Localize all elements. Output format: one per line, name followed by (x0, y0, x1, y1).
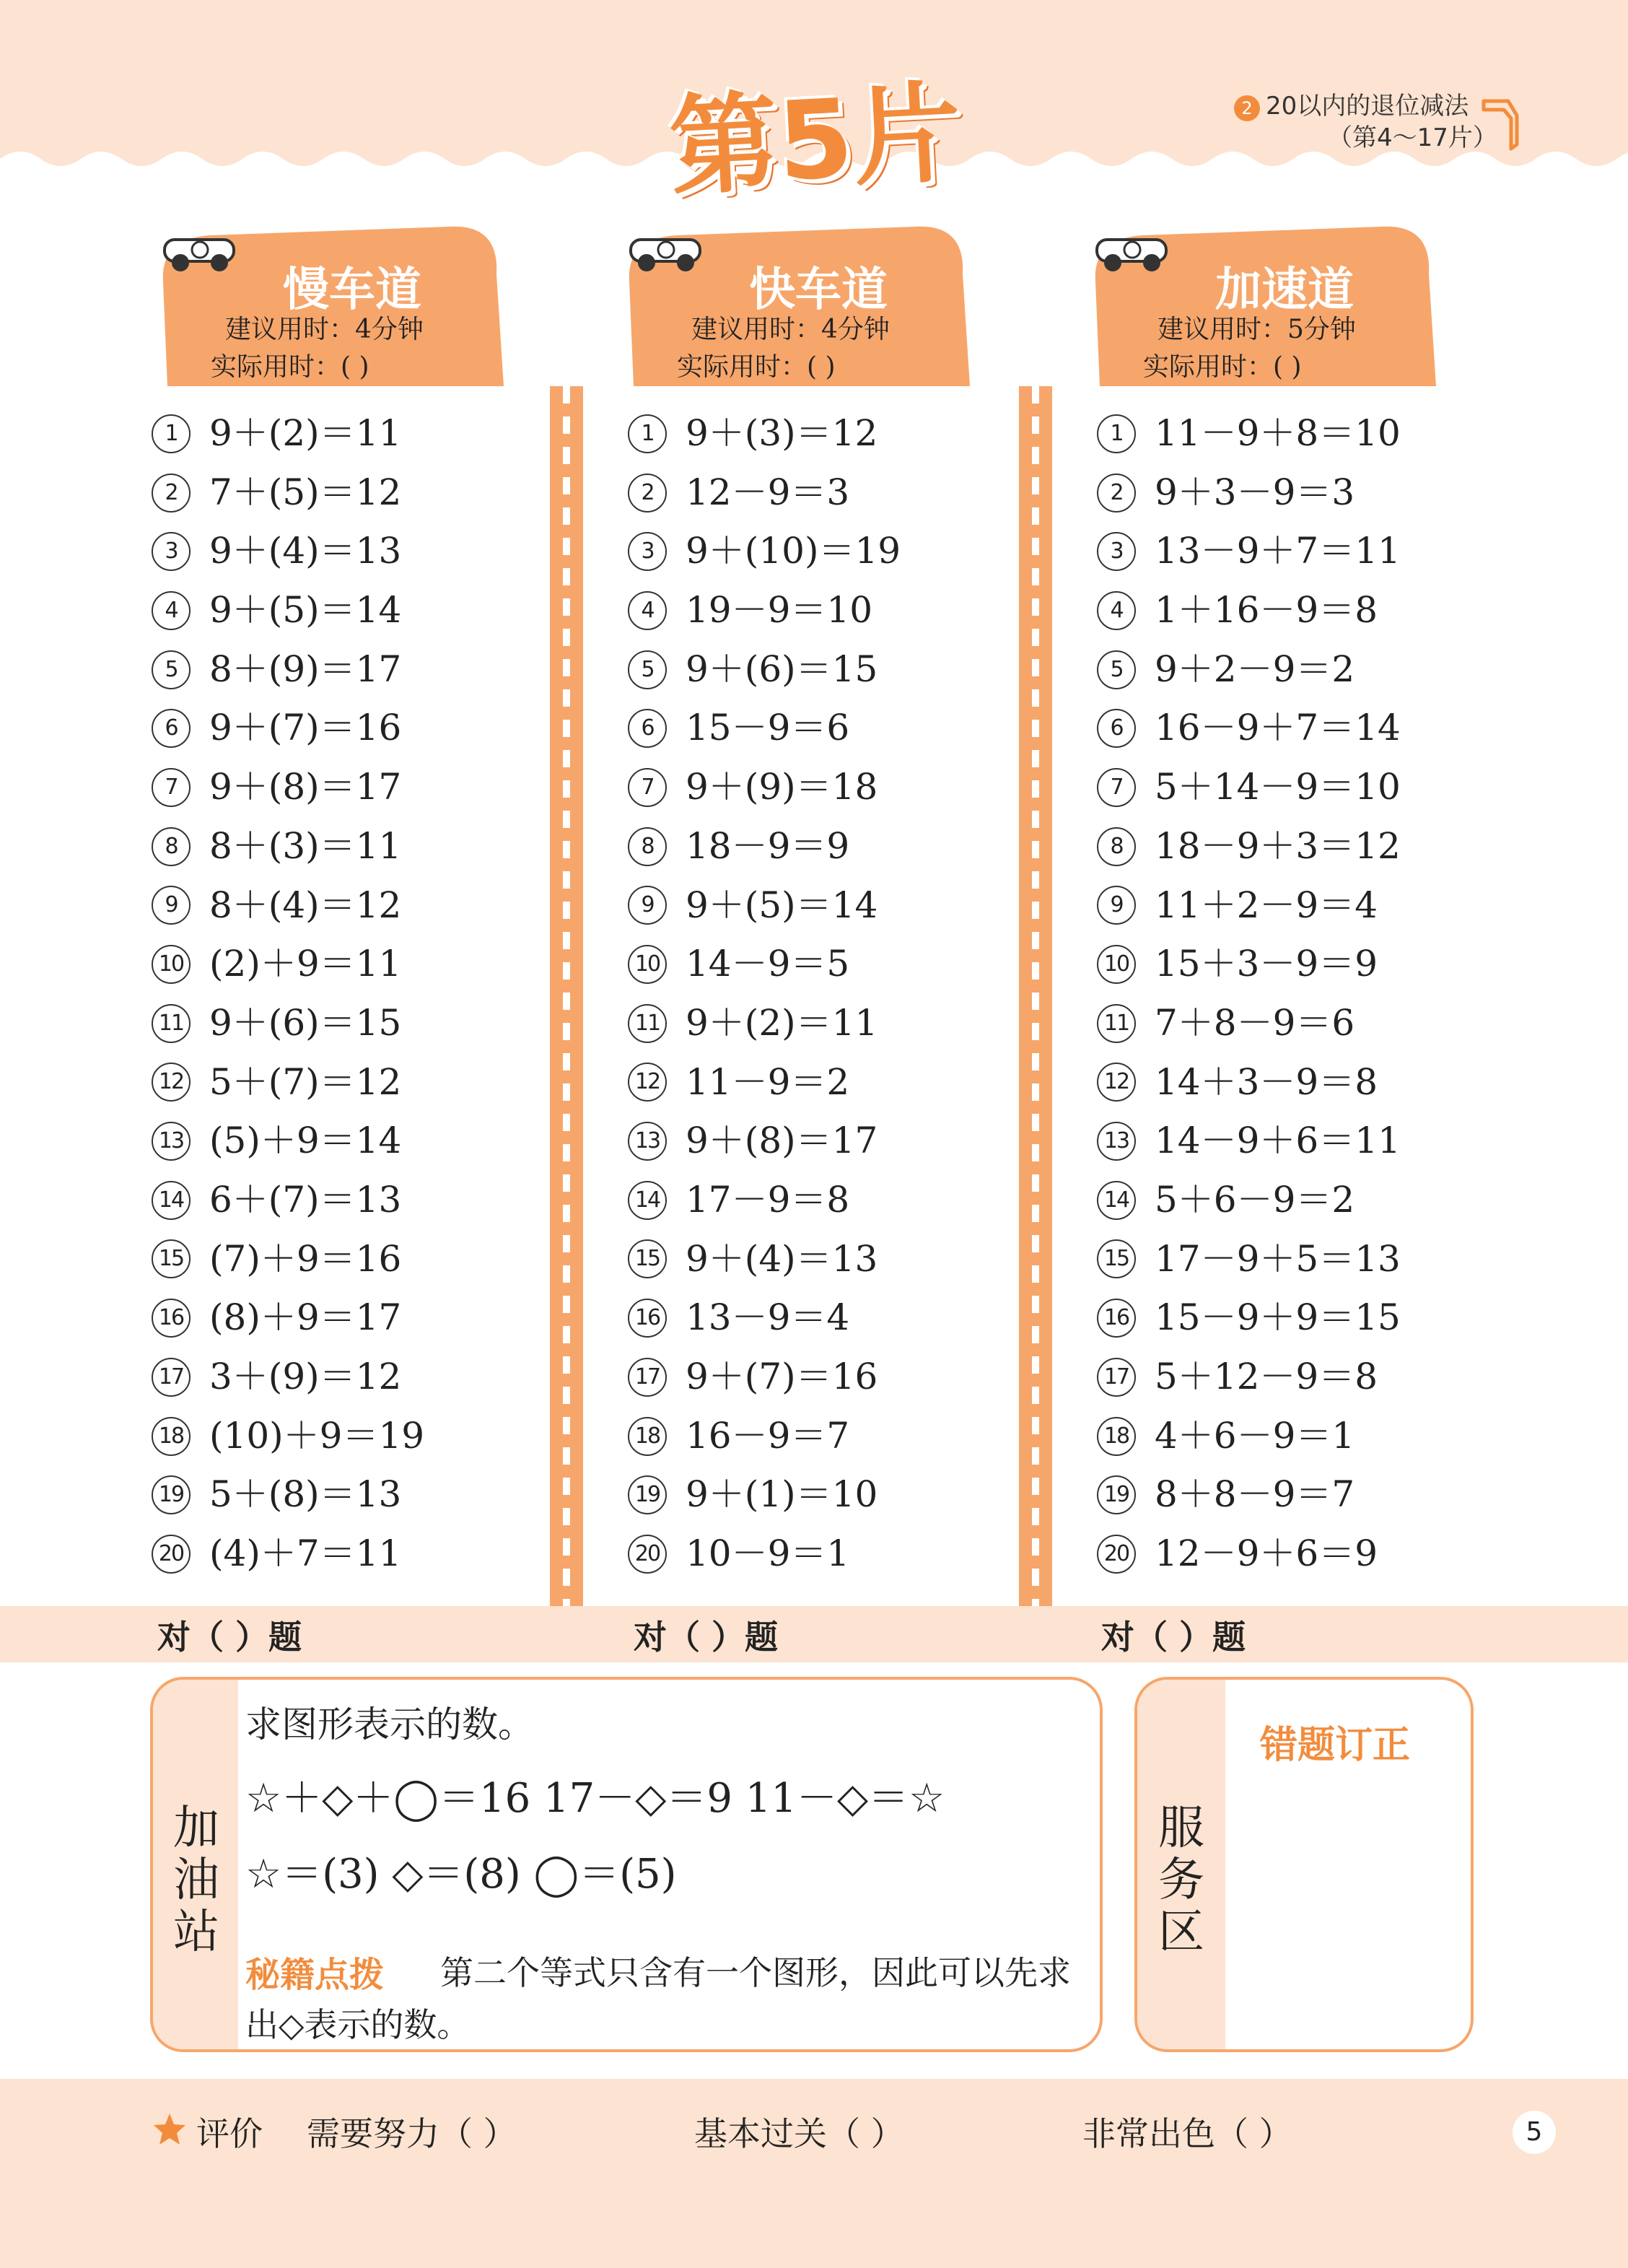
question-number: 6 (628, 709, 667, 748)
question-item (1097, 699, 1401, 758)
question-number: 19 (628, 1475, 667, 1514)
question-number: 13 (1097, 1122, 1136, 1161)
suggested-time: 建议用时：4分钟 (691, 315, 890, 344)
question-number: 4 (152, 591, 191, 630)
question-text: 9＋(6)＝15 (209, 1001, 402, 1044)
question-text: 17－9＋5＝13 (1155, 1237, 1401, 1280)
speed-lane-score: 对（ ）题 (1101, 1618, 1246, 1657)
lane-title: 快车道 (749, 263, 888, 317)
evaluation-need-effort: 需要努力（ ） (307, 2114, 517, 2153)
road-divider (1019, 386, 1052, 1606)
question-number: 10 (152, 945, 191, 984)
question-text: 9＋(3)＝12 (686, 412, 878, 454)
question-item (628, 935, 901, 994)
actual-time: 实际用时：( ) (1143, 352, 1302, 382)
actual-time: 实际用时：( ) (211, 352, 369, 382)
question-item (152, 1288, 424, 1348)
question-number: 19 (1097, 1475, 1136, 1514)
question-text: 11＋2－9＝4 (1155, 884, 1378, 926)
fuel-station-box (150, 1677, 1103, 2052)
question-number: 8 (152, 827, 191, 866)
question-number: 9 (1097, 886, 1136, 925)
question-item (1097, 1525, 1401, 1584)
question-text: 15－9＝6 (686, 707, 850, 749)
question-item (152, 404, 424, 463)
question-item (628, 876, 901, 935)
unit-range: （第4～17片） (1328, 123, 1497, 152)
service-area-label: 服务区 (1158, 1802, 1204, 1959)
question-item (628, 640, 901, 699)
question-number: 19 (152, 1475, 191, 1514)
question-number: 15 (152, 1239, 191, 1278)
question-item (152, 522, 424, 581)
question-number: 15 (628, 1239, 667, 1278)
question-text: (5)＋9＝14 (209, 1120, 402, 1162)
question-item (152, 699, 424, 758)
question-number: 2 (1097, 474, 1136, 513)
question-text: 9＋(1)＝10 (686, 1473, 878, 1516)
question-text: (8)＋9＝17 (209, 1296, 402, 1339)
question-number: 16 (1097, 1299, 1136, 1338)
question-item (628, 758, 901, 817)
fast-lane-score: 对（ ）题 (634, 1618, 779, 1657)
question-item (628, 1230, 901, 1289)
question-item (1097, 1348, 1401, 1407)
suggested-time: 建议用时：4分钟 (225, 315, 424, 344)
question-item (152, 876, 424, 935)
question-number: 14 (1097, 1181, 1136, 1220)
question-item (628, 1525, 901, 1584)
question-number: 11 (628, 1004, 667, 1043)
question-text: 1＋16－9＝8 (1155, 589, 1378, 632)
question-number: 20 (152, 1535, 191, 1574)
question-number: 9 (628, 886, 667, 925)
fuel-station-label: 加油站 (173, 1802, 219, 1959)
question-number: 7 (1097, 768, 1136, 807)
question-text: 5＋(8)＝13 (209, 1473, 402, 1516)
question-item (628, 1112, 901, 1171)
lane-header-speed (1093, 224, 1436, 386)
question-number: 4 (628, 591, 667, 630)
question-item (152, 1053, 424, 1112)
question-item (152, 1407, 424, 1466)
question-item (628, 581, 901, 640)
question-item (1097, 463, 1401, 523)
question-text: 3＋(9)＝12 (209, 1356, 402, 1397)
question-item (1097, 1053, 1401, 1112)
question-item (152, 817, 424, 876)
question-item (1097, 876, 1401, 935)
suggested-time: 建议用时：5分钟 (1157, 315, 1356, 344)
actual-time: 实际用时：( ) (677, 352, 836, 382)
question-text: 12－9＝3 (686, 471, 850, 513)
question-text: (4)＋7＝11 (209, 1532, 402, 1575)
question-item (152, 1348, 424, 1407)
question-number: 18 (628, 1417, 667, 1456)
question-text: 5＋6－9＝2 (1155, 1178, 1355, 1221)
page-title: 第5片 (666, 70, 965, 211)
question-item (152, 1230, 424, 1289)
question-text: 15＋3－9＝9 (1155, 943, 1378, 985)
question-text: 9＋(5)＝14 (209, 589, 402, 632)
question-number: 7 (152, 768, 191, 807)
question-text: 7＋(5)＝12 (209, 471, 402, 513)
race-car-icon (1093, 224, 1172, 274)
question-item (1097, 1288, 1401, 1348)
question-item (1097, 1407, 1401, 1466)
question-text: 9＋(4)＝13 (209, 530, 402, 572)
fuel-equations: ☆＋◇＋◯＝16 17－◇＝9 11－◇＝☆ (245, 1775, 945, 1822)
question-number: 6 (1097, 709, 1136, 748)
question-number: 20 (628, 1535, 667, 1574)
question-item (628, 1288, 901, 1348)
question-text: 9＋(4)＝13 (686, 1237, 878, 1280)
slow-lane-questions (152, 404, 424, 1584)
question-text: 5＋12－9＝8 (1155, 1356, 1378, 1397)
question-item (1097, 758, 1401, 817)
question-number: 3 (152, 532, 191, 571)
question-number: 17 (1097, 1358, 1136, 1397)
question-item (152, 463, 424, 523)
question-text: 9＋3－9＝3 (1155, 471, 1355, 513)
race-car-icon (626, 224, 706, 274)
question-item (628, 1171, 901, 1230)
question-number: 13 (152, 1122, 191, 1161)
question-number: 7 (628, 768, 667, 807)
question-number: 8 (1097, 827, 1136, 866)
question-number: 1 (152, 414, 191, 453)
question-text: 14－9＝5 (686, 943, 850, 985)
slow-lane-score: 对（ ）题 (157, 1618, 302, 1657)
question-item (1097, 522, 1401, 581)
question-text: 13－9＝4 (686, 1296, 850, 1339)
question-number: 1 (628, 414, 667, 453)
tip-label: 秘籍点拨 (245, 1955, 385, 1995)
question-item (152, 1525, 424, 1584)
question-item (1097, 640, 1401, 699)
question-text: 15－9＋9＝15 (1155, 1296, 1401, 1339)
question-text: 9＋(2)＝11 (686, 1001, 878, 1044)
question-text: 9＋(8)＝17 (209, 766, 402, 808)
question-text: (7)＋9＝16 (209, 1237, 402, 1280)
question-item (1097, 1112, 1401, 1171)
question-item (1097, 1465, 1401, 1525)
question-text: 9＋(5)＝14 (686, 884, 878, 926)
question-text: 18－9＝9 (686, 824, 850, 867)
question-text: 10－9＝1 (686, 1532, 850, 1575)
question-number: 14 (152, 1181, 191, 1220)
lane-header-fast (626, 224, 970, 386)
unit-badge: 2 (1234, 95, 1260, 121)
question-text: 12－9＋6＝9 (1155, 1532, 1378, 1575)
question-item (152, 994, 424, 1053)
question-number: 20 (1097, 1535, 1136, 1574)
question-text: 9＋2－9＝2 (1155, 647, 1355, 690)
question-text: 17－9＝8 (686, 1178, 850, 1221)
evaluation-label: 评价 (196, 2114, 263, 2153)
question-item (1097, 994, 1401, 1053)
question-item (628, 817, 901, 876)
question-number: 9 (152, 886, 191, 925)
unit-note (1234, 90, 1497, 154)
question-number: 12 (628, 1063, 667, 1102)
question-text: 9＋(6)＝15 (686, 647, 878, 690)
question-text: 9＋(7)＝16 (686, 1356, 878, 1397)
question-text: 9＋(9)＝18 (686, 766, 878, 808)
question-item (1097, 817, 1401, 876)
lane-header-slow (160, 224, 504, 386)
question-text: 9＋(2)＝11 (209, 412, 402, 454)
star-icon (152, 2111, 188, 2147)
lane-title: 加速道 (1215, 263, 1354, 317)
question-text: 8＋(3)＝11 (209, 824, 402, 867)
question-number: 16 (628, 1299, 667, 1338)
question-text: 4＋6－9＝1 (1155, 1414, 1355, 1457)
question-item (628, 994, 901, 1053)
correction-label: 错题订正 (1260, 1724, 1411, 1767)
question-text: 18－9＋3＝12 (1155, 824, 1401, 867)
question-text: 13－9＋7＝11 (1155, 530, 1401, 572)
question-text: 11－9＝2 (686, 1060, 850, 1103)
question-item (1097, 935, 1401, 994)
question-number: 17 (152, 1358, 191, 1397)
question-text: 14－9＋6＝11 (1155, 1120, 1401, 1162)
question-number: 13 (628, 1122, 667, 1161)
question-text: 14＋3－9＝8 (1155, 1060, 1378, 1103)
question-item (152, 581, 424, 640)
road-divider (550, 386, 583, 1606)
question-number: 1 (1097, 414, 1136, 453)
race-car-icon (160, 224, 240, 274)
question-item (1097, 581, 1401, 640)
question-number: 3 (628, 532, 667, 571)
question-number: 15 (1097, 1239, 1136, 1278)
question-text: 16－9＋7＝14 (1155, 707, 1401, 749)
question-item (152, 1465, 424, 1525)
question-text: 8＋(9)＝17 (209, 647, 402, 690)
evaluation-excellent: 非常出色（ ） (1082, 2114, 1292, 2153)
tip-text: 第二个等式只含有一个图形，因此可以先求出◇表示的数。 (245, 1953, 1071, 2044)
question-number: 6 (152, 709, 191, 748)
question-number: 3 (1097, 532, 1136, 571)
question-number: 5 (628, 650, 667, 689)
fuel-answers: ☆＝(3) ◇＝(8) ◯＝(5) (245, 1851, 677, 1898)
question-item (628, 404, 901, 463)
question-text: (10)＋9＝19 (209, 1414, 425, 1457)
question-item (628, 1053, 901, 1112)
question-number: 10 (1097, 945, 1136, 984)
question-number: 2 (152, 474, 191, 513)
question-number: 10 (628, 945, 667, 984)
question-text: 5＋14－9＝10 (1155, 766, 1401, 808)
question-number: 16 (152, 1299, 191, 1338)
question-item (152, 1171, 424, 1230)
question-number: 4 (1097, 591, 1136, 630)
fuel-nozzle-icon (1479, 94, 1526, 152)
question-text: 9＋(10)＝19 (686, 530, 901, 572)
fuel-question: 求图形表示的数。 (245, 1704, 534, 1745)
question-number: 12 (1097, 1063, 1136, 1102)
question-item (1097, 1230, 1401, 1289)
page-number: 5 (1513, 2111, 1556, 2154)
question-item (152, 1112, 424, 1171)
question-item (628, 1465, 901, 1525)
question-text: 9＋(7)＝16 (209, 707, 402, 749)
question-item (628, 522, 901, 581)
evaluation-basic-pass: 基本过关（ ） (694, 2114, 904, 2153)
question-text: 8＋(4)＝12 (209, 884, 402, 926)
service-area-box (1134, 1677, 1474, 2052)
lane-title: 慢车道 (283, 263, 421, 317)
question-text: 6＋(7)＝13 (209, 1178, 402, 1221)
question-text: 5＋(7)＝12 (209, 1060, 402, 1103)
question-text: 16－9＝7 (686, 1414, 850, 1457)
question-number: 2 (628, 474, 667, 513)
question-item (152, 758, 424, 817)
question-number: 18 (1097, 1417, 1136, 1456)
question-item (152, 640, 424, 699)
question-item (628, 699, 901, 758)
question-item (628, 1407, 901, 1466)
unit-title: 20以内的退位减法 (1266, 92, 1469, 121)
question-number: 5 (152, 650, 191, 689)
question-text: 11－9＋8＝10 (1155, 412, 1401, 454)
question-number: 17 (628, 1358, 667, 1397)
question-item (1097, 1171, 1401, 1230)
question-item (628, 463, 901, 523)
question-item (1097, 404, 1401, 463)
speed-lane-questions (1097, 404, 1401, 1584)
question-number: 8 (628, 827, 667, 866)
question-number: 11 (1097, 1004, 1136, 1043)
question-number: 14 (628, 1181, 667, 1220)
question-text: 7＋8－9＝6 (1155, 1001, 1355, 1044)
question-number: 18 (152, 1417, 191, 1456)
question-item (628, 1348, 901, 1407)
question-item (152, 935, 424, 994)
question-number: 11 (152, 1004, 191, 1043)
question-text: 19－9＝10 (686, 589, 873, 632)
fast-lane-questions (628, 404, 901, 1584)
question-number: 12 (152, 1063, 191, 1102)
question-number: 5 (1097, 650, 1136, 689)
question-text: 9＋(8)＝17 (686, 1120, 878, 1162)
question-text: 8＋8－9＝7 (1155, 1473, 1355, 1516)
question-text: (2)＋9＝11 (209, 943, 402, 985)
